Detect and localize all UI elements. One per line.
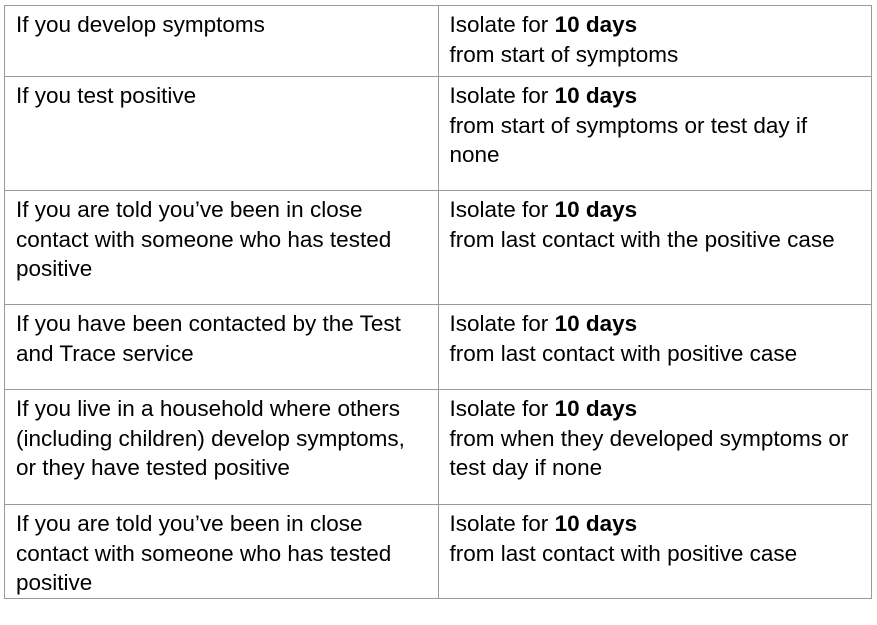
advice-prefix: Isolate for [449, 311, 555, 336]
advice-cell [438, 390, 872, 505]
condition-cell [5, 77, 439, 191]
advice-prefix: Isolate for [449, 197, 555, 222]
advice-detail: from last contact with positive case [449, 540, 798, 566]
advice-cell [438, 6, 872, 77]
advice-prefix: Isolate for [449, 511, 555, 536]
table-row [5, 390, 872, 505]
advice-cell [438, 505, 872, 599]
advice-cell [438, 77, 872, 191]
advice-prefix: Isolate for [449, 396, 555, 421]
table-row [5, 77, 872, 191]
isolation-guidance-table [4, 5, 872, 599]
table-row [5, 191, 872, 305]
advice-duration: 10 days [554, 511, 638, 536]
advice-duration: 10 days [554, 396, 638, 421]
condition-cell [5, 6, 439, 77]
condition-cell [5, 305, 439, 390]
advice-cell [438, 305, 872, 390]
condition-text: If you have been contacted by the Test and Trace service [16, 311, 401, 366]
advice-duration: 10 days [554, 311, 638, 336]
condition-cell [5, 505, 439, 599]
condition-cell [5, 390, 439, 505]
condition-text: If you develop symptoms [16, 12, 265, 37]
advice-detail: from start of symptoms [449, 41, 679, 67]
advice-prefix: Isolate for [449, 83, 555, 108]
advice-cell [438, 191, 872, 305]
advice-duration: 10 days [554, 197, 638, 222]
condition-cell [5, 191, 439, 305]
advice-detail: from start of symptoms or test day if none [449, 112, 808, 167]
condition-text: If you live in a household where others (including children) develop symptoms, or they have tested positive [16, 396, 405, 480]
advice-duration: 10 days [554, 83, 638, 108]
table-row [5, 305, 872, 390]
advice-duration: 10 days [554, 12, 638, 37]
advice-detail: from when they developed symptoms or test day if none [449, 425, 849, 480]
condition-text: If you test positive [16, 83, 197, 108]
advice-prefix: Isolate for [449, 12, 555, 37]
advice-detail: from last contact with positive case [449, 340, 798, 366]
condition-text: If you are told you’ve been in close contact with someone who has tested positive [16, 511, 392, 595]
advice-detail: from last contact with the positive case [449, 226, 835, 252]
table-row [5, 505, 872, 599]
table-row [5, 6, 872, 77]
condition-text: If you are told you’ve been in close contact with someone who has tested positive [16, 197, 392, 281]
